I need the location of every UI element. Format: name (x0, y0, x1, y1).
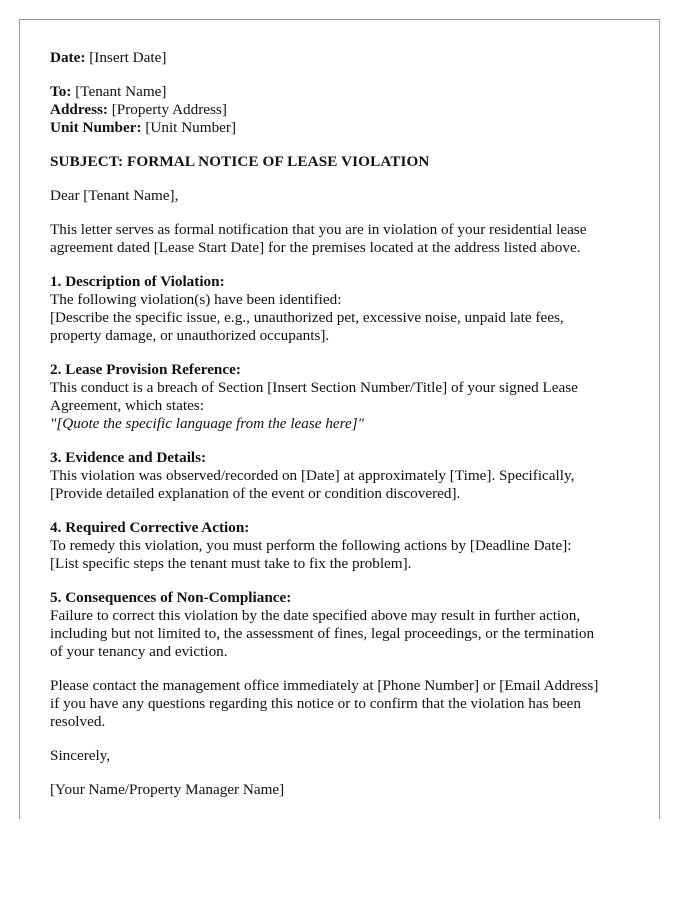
unit-line (50, 119, 640, 137)
intro-paragraph (50, 221, 640, 257)
section-heading: 1. Description of Violation: (50, 273, 225, 290)
section-text: [Provide detailed explanation of the event or condition discovered]. (50, 485, 461, 502)
section-text: including but not limited to, the assessment of fines, legal proceedings, or the termination (50, 625, 595, 642)
address-line (50, 101, 640, 119)
date-line (50, 49, 640, 67)
to-label: To: (50, 83, 72, 100)
salutation: Dear [Tenant Name], (50, 187, 179, 204)
section-text: Agreement, which states: (50, 397, 204, 414)
letter-page (19, 19, 660, 819)
section-text: This violation was observed/recorded on [Date] at approximately [Time]. Specifically, (50, 467, 575, 484)
address-label: Address: (50, 101, 108, 118)
section-heading: 5. Consequences of Non-Compliance: (50, 589, 292, 606)
section-heading: 3. Evidence and Details: (50, 449, 207, 466)
unit-label: Unit Number: (50, 119, 142, 136)
section-heading: 2. Lease Provision Reference: (50, 361, 241, 378)
closing-line: resolved. (50, 713, 106, 730)
section-text: The following violation(s) have been identified: (50, 291, 342, 308)
section-text: [List specific steps the tenant must take to fix the problem]. (50, 555, 412, 572)
date-label: Date: (50, 49, 86, 66)
section-lease-provision (50, 361, 640, 433)
intro-line: This letter serves as formal notification that you are in violation of your residential lease (50, 221, 587, 238)
section-text: [Describe the specific issue, e.g., unauthorized pet, excessive noise, unpaid late fees, (50, 309, 564, 326)
unit-value: [Unit Number] (145, 119, 237, 136)
section-text: Failure to correct this violation by the date specified above may result in further action, (50, 607, 581, 624)
section-heading: 4. Required Corrective Action: (50, 519, 250, 536)
intro-line: agreement dated [Lease Start Date] for the premises located at the address listed above. (50, 239, 581, 256)
date-block (50, 49, 640, 67)
section-text: of your tenancy and eviction. (50, 643, 228, 660)
date-value: [Insert Date] (89, 49, 167, 66)
section-text: To remedy this violation, you must perform the following actions by [Deadline Date]: (50, 537, 572, 554)
subject-line: SUBJECT: FORMAL NOTICE OF LEASE VIOLATION (50, 153, 430, 170)
closing-line: Please contact the management office immediately at [Phone Number] or [Email Address] (50, 677, 599, 694)
section-text: This conduct is a breach of Section [Insert Section Number/Title] of your signed Lease (50, 379, 578, 396)
signature: [Your Name/Property Manager Name] (50, 781, 285, 798)
recipient-block (50, 83, 640, 137)
signoff: Sincerely, (50, 747, 111, 764)
to-line (50, 83, 640, 101)
to-value: [Tenant Name] (75, 83, 167, 100)
address-value: [Property Address] (111, 101, 227, 118)
letter-body (50, 49, 640, 815)
section-description (50, 273, 640, 345)
closing-paragraph (50, 677, 640, 731)
closing-line: if you have any questions regarding this notice or to confirm that the violation has been (50, 695, 582, 712)
section-text: property damage, or unauthorized occupants]. (50, 327, 330, 344)
lease-quote: "[Quote the specific language from the lease here]" (50, 415, 365, 432)
section-corrective-action (50, 519, 640, 573)
section-evidence (50, 449, 640, 503)
section-consequences (50, 589, 640, 661)
